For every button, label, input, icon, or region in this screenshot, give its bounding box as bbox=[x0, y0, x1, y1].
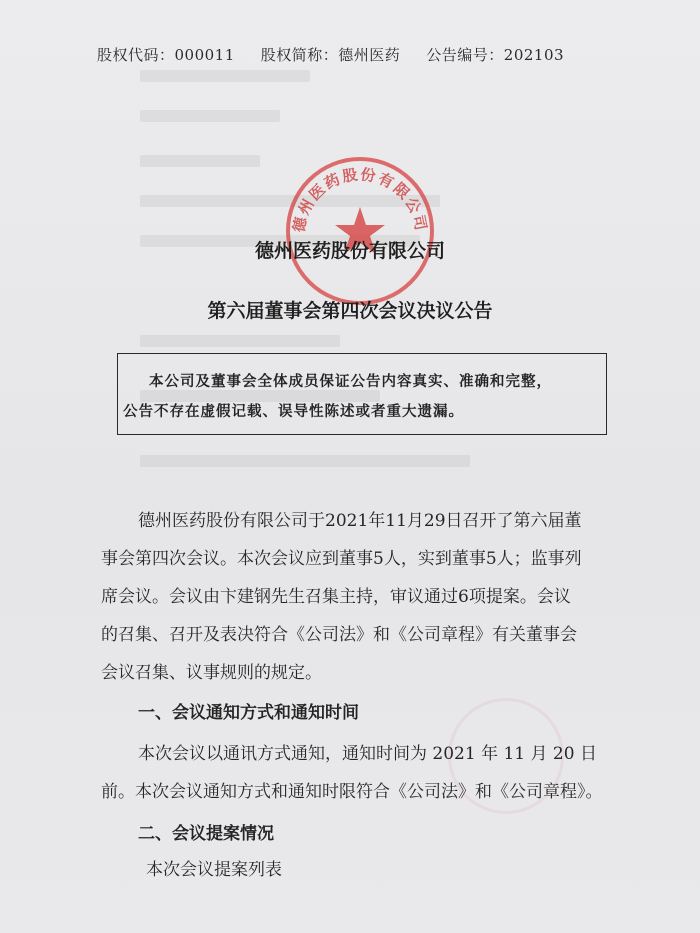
intro-line-2: 事会第四次会议。本次会议应到董事5人，实到董事5人；监事列 bbox=[101, 549, 582, 569]
stock-name: 股权简称：德州医药 bbox=[260, 46, 401, 64]
section-1-line-1: 本次会议以通讯方式通知，通知时间为 2021 年 11 月 20 日 bbox=[138, 744, 597, 764]
section-2-heading: 二、会议提案情况 bbox=[138, 824, 274, 844]
header-info bbox=[97, 44, 564, 65]
intro-line-5: 会议召集、议事规则的规定。 bbox=[101, 663, 322, 683]
disclaimer-line-1: 本公司及董事会全体成员保证公告内容真实、准确和完整， bbox=[149, 373, 552, 390]
company-title: 德州医药股份有限公司 bbox=[254, 240, 445, 262]
notice-title: 第六届董事会第四次会议决议公告 bbox=[207, 300, 493, 322]
section-1-line-2: 前。本次会议通知方式和通知时限符合《公司法》和《公司章程》。 bbox=[101, 782, 603, 802]
company-seal bbox=[286, 157, 434, 305]
svg-text:德州医药股份有限公司: 德州医药股份有限公司 bbox=[289, 165, 431, 234]
intro-line-4: 的召集、召开及表决符合《公司法》和《公司章程》有关董事会 bbox=[101, 625, 577, 645]
disclaimer-box bbox=[117, 353, 607, 435]
notice-number: 公告编号：202103 bbox=[426, 46, 565, 64]
intro-line-3: 席会议。会议由卞建钢先生召集主持，审议通过6项提案。会议 bbox=[101, 587, 571, 607]
section-1-heading: 一、会议通知方式和通知时间 bbox=[138, 703, 359, 723]
disclaimer-line-2: 公告不存在虚假记载、误导性陈述或者重大遗漏。 bbox=[123, 403, 464, 420]
intro-line-1: 德州医药股份有限公司于2021年11月29日召开了第六届董 bbox=[138, 511, 582, 531]
section-2-line: 本次会议提案列表 bbox=[146, 860, 282, 880]
stock-code: 股权代码：000011 bbox=[97, 46, 235, 64]
